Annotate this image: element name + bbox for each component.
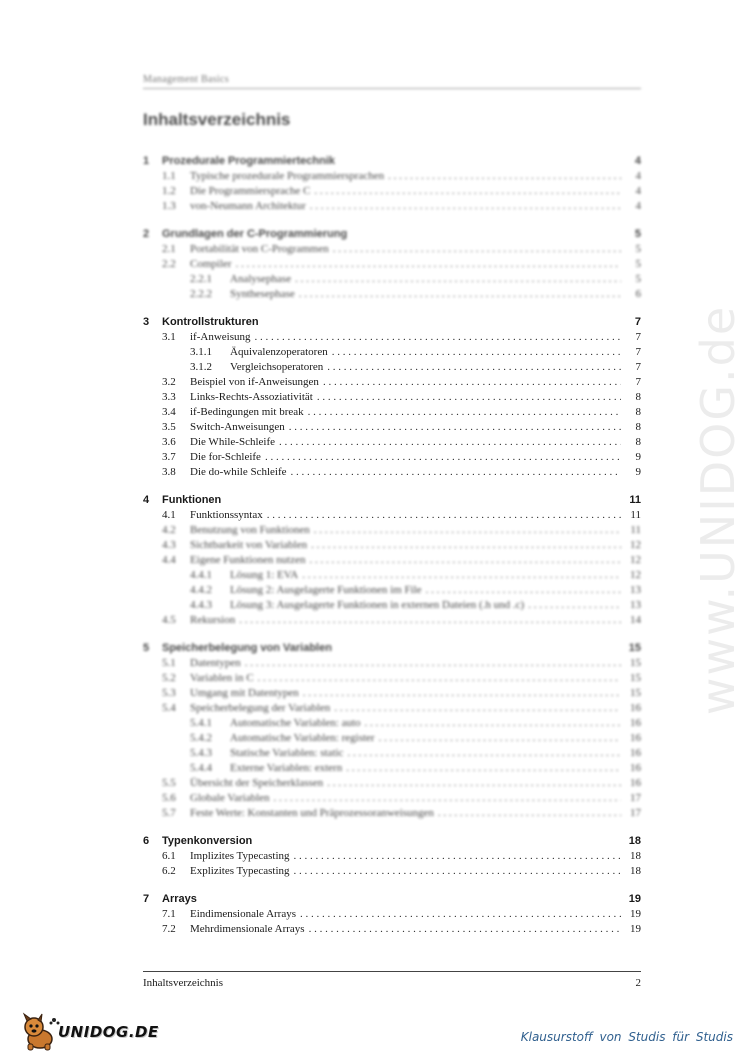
toc-number: 1.1 <box>162 170 176 182</box>
toc-number: 4.1 <box>162 509 176 521</box>
toc-leader-dots <box>309 553 621 568</box>
toc-page: 6 <box>635 288 641 300</box>
toc-leader-dots <box>334 701 621 716</box>
toc-chapter <box>143 492 641 628</box>
toc-section[interactable] <box>143 390 641 405</box>
toc-title-text: Portabilität von C-Programmen <box>190 243 329 255</box>
toc-number: 2.2 <box>162 258 176 270</box>
toc-title-text: Benutzung von Funktionen <box>190 524 310 536</box>
toc-section[interactable] <box>143 450 641 465</box>
watermark: www.UNIDOG.de <box>691 304 745 716</box>
toc-number: 3.4 <box>162 406 176 418</box>
toc-number: 2 <box>143 228 150 240</box>
toc-section[interactable] <box>143 420 641 435</box>
toc-title-text: Statische Variablen: static <box>230 747 344 759</box>
toc-section[interactable] <box>143 613 641 628</box>
toc-title-text: Lösung 1: EVA <box>230 569 299 581</box>
toc-number: 4.4.3 <box>190 599 212 611</box>
toc-section[interactable] <box>143 907 641 922</box>
toc-number: 3.1 <box>162 331 176 343</box>
toc-title-text: if-Bedingungen mit break <box>190 406 304 418</box>
toc-subsubsection[interactable] <box>143 345 641 360</box>
toc-section[interactable] <box>143 849 641 864</box>
table-of-contents <box>143 153 641 949</box>
toc-section[interactable] <box>143 199 641 214</box>
toc-page: 19 <box>628 893 641 905</box>
toc-title-text: Eindimensionale Arrays <box>190 908 297 920</box>
toc-title-text: Die Programmiersprache C <box>190 185 311 197</box>
toc-section[interactable] <box>143 656 641 671</box>
toc-page: 9 <box>635 466 641 478</box>
toc-page: 18 <box>630 850 641 862</box>
toc-page: 17 <box>630 807 641 819</box>
toc-title-text: Datentypen <box>190 657 241 669</box>
toc-title-text: Compiler <box>190 258 232 270</box>
toc-title-text: Automatische Variablen: auto <box>230 717 361 729</box>
footer-page-number: 2 <box>635 977 641 989</box>
toc-section[interactable] <box>143 375 641 390</box>
toc-number: 5.4 <box>162 702 176 714</box>
toc-leader-dots <box>528 598 621 613</box>
toc-page: 8 <box>635 421 641 433</box>
toc-number: 5 <box>143 642 150 654</box>
toc-number: 4 <box>143 494 150 506</box>
toc-title-text: Grundlagen der C-Programmierung <box>162 228 348 240</box>
toc-section[interactable] <box>143 701 641 716</box>
logo-text: UNIDOG.DE <box>58 1023 159 1041</box>
toc-number: 2.2.2 <box>190 288 212 300</box>
toc-number: 7.2 <box>162 923 176 935</box>
toc-number: 6.1 <box>162 850 176 862</box>
toc-number: 6 <box>143 835 150 847</box>
toc-title-text: Speicherbelegung der Variablen <box>190 702 331 714</box>
toc-title-text: Externe Variablen: extern <box>230 762 343 774</box>
footer-rule <box>143 971 641 972</box>
toc-number: 5.2 <box>162 672 176 684</box>
toc-number: 3.7 <box>162 451 176 463</box>
toc-title-text: Prozedurale Programmiertechnik <box>162 155 336 167</box>
toc-leader-dots <box>294 849 621 864</box>
toc-leader-dots <box>323 375 621 390</box>
toc-number: 3.8 <box>162 466 176 478</box>
toc-number: 5.4.3 <box>190 747 212 759</box>
toc-subsubsection[interactable] <box>143 746 641 761</box>
toc-title-text: Switch-Anweisungen <box>190 421 285 433</box>
toc-title-text: Die do-while Schleife <box>190 466 287 478</box>
toc-leader-dots <box>327 776 621 791</box>
toc-page: 16 <box>630 747 641 759</box>
toc-page: 12 <box>630 569 641 581</box>
toc-number: 1.3 <box>162 200 176 212</box>
dog-mascot-icon <box>20 1012 60 1052</box>
toc-number: 3.1.1 <box>190 346 212 358</box>
toc-leader-dots <box>314 523 621 538</box>
toc-page: 16 <box>630 732 641 744</box>
toc-page: 8 <box>635 406 641 418</box>
toc-title-text: Typenkonversion <box>162 835 253 847</box>
toc-title-text: Explizites Typecasting <box>190 865 290 877</box>
toc-number: 7.1 <box>162 908 176 920</box>
toc-leader-dots <box>379 731 621 746</box>
toc-page: 15 <box>630 657 641 669</box>
toc-subsubsection[interactable] <box>143 583 641 598</box>
toc-leader-dots <box>291 465 621 480</box>
toc-page: 7 <box>634 316 641 328</box>
toc-page: 15 <box>628 642 641 654</box>
toc-title-text: Mehrdimensionale Arrays <box>190 923 305 935</box>
toc-leader-dots <box>236 257 621 272</box>
toc-section[interactable] <box>143 671 641 686</box>
toc-number: 3.2 <box>162 376 176 388</box>
toc-number: 5.1 <box>162 657 176 669</box>
toc-section[interactable] <box>143 553 641 568</box>
toc-leader-dots <box>258 671 621 686</box>
toc-number: 1 <box>143 155 150 167</box>
toc-number: 4.2 <box>162 524 176 536</box>
toc-leader-dots <box>332 345 621 360</box>
toc-number: 4.3 <box>162 539 176 551</box>
toc-leader-dots <box>426 583 621 598</box>
toc-section[interactable] <box>143 538 641 553</box>
toc-page: 5 <box>634 228 641 240</box>
toc-chapter-heading[interactable] <box>143 226 641 242</box>
toc-title-text: Umgang mit Datentypen <box>190 687 299 699</box>
toc-section[interactable] <box>143 257 641 272</box>
toc-chapter <box>143 833 641 879</box>
toc-section[interactable] <box>143 864 641 879</box>
toc-page: 11 <box>630 509 641 521</box>
toc-page: 16 <box>630 777 641 789</box>
toc-subsubsection[interactable] <box>143 272 641 287</box>
toc-subsubsection[interactable] <box>143 360 641 375</box>
tagline: Klausurstoff von Studis für Studis <box>520 1030 733 1044</box>
toc-leader-dots <box>302 568 621 583</box>
toc-leader-dots <box>245 656 621 671</box>
toc-title-text: Funktionssyntax <box>190 509 263 521</box>
toc-leader-dots <box>274 791 621 806</box>
toc-page: 17 <box>630 792 641 804</box>
toc-page: 15 <box>630 672 641 684</box>
toc-leader-dots <box>314 184 621 199</box>
toc-page: 9 <box>635 451 641 463</box>
toc-title-text: Rekursion <box>190 614 236 626</box>
toc-title-text: Die for-Schleife <box>190 451 261 463</box>
toc-page: 12 <box>630 554 641 566</box>
toc-page: 12 <box>630 539 641 551</box>
toc-section[interactable] <box>143 330 641 345</box>
toc-leader-dots <box>311 538 621 553</box>
toc-chapter <box>143 891 641 937</box>
toc-leader-dots <box>365 716 621 731</box>
toc-subsubsection[interactable] <box>143 568 641 583</box>
toc-section[interactable] <box>143 523 641 538</box>
toc-title-text: Lösung 2: Ausgelagerte Funktionen im File <box>230 584 422 596</box>
toc-number: 3 <box>143 316 150 328</box>
toc-number: 3.6 <box>162 436 176 448</box>
toc-number: 5.7 <box>162 807 176 819</box>
toc-page: 7 <box>635 376 641 388</box>
toc-number: 5.6 <box>162 792 176 804</box>
toc-title-text: Speicherbelegung von Variablen <box>162 642 332 654</box>
toc-section[interactable] <box>143 169 641 184</box>
toc-section[interactable] <box>143 922 641 937</box>
toc-page: 4 <box>635 170 641 182</box>
toc-number: 2.1 <box>162 243 176 255</box>
toc-title-text: Synthesephase <box>230 288 295 300</box>
toc-title-text: Beispiel von if-Anweisungen <box>190 376 319 388</box>
toc-page: 13 <box>630 599 641 611</box>
toc-title-text: Typische prozedurale Programmiersprachen <box>190 170 385 182</box>
toc-chapter <box>143 640 641 821</box>
toc-leader-dots <box>255 330 622 345</box>
toc-page: 5 <box>635 273 641 285</box>
toc-title-text: Lösung 3: Ausgelagerte Funktionen in externen Dateien (.h und .c) <box>230 599 525 611</box>
toc-number: 5.4.4 <box>190 762 212 774</box>
toc-page: 4 <box>635 185 641 197</box>
toc-section[interactable] <box>143 806 641 821</box>
toc-number: 3.3 <box>162 391 176 403</box>
unidog-logo[interactable] <box>20 1012 160 1052</box>
toc-section[interactable] <box>143 405 641 420</box>
toc-title-text: Feste Werte: Konstanten und Präprozessoranweisungen <box>190 807 434 819</box>
toc-page: 18 <box>628 835 641 847</box>
toc-leader-dots <box>289 420 621 435</box>
toc-title-text: Implizites Typecasting <box>190 850 290 862</box>
toc-section[interactable] <box>143 508 641 523</box>
toc-page: 11 <box>629 494 641 506</box>
toc-page: 18 <box>630 865 641 877</box>
toc-number: 5.5 <box>162 777 176 789</box>
toc-page: 13 <box>630 584 641 596</box>
toc-number: 5.4.1 <box>190 717 212 729</box>
toc-leader-dots <box>317 390 621 405</box>
toc-chapter <box>143 314 641 480</box>
toc-leader-dots <box>310 199 621 214</box>
toc-number: 4.4.1 <box>190 569 212 581</box>
toc-leader-dots <box>308 405 621 420</box>
toc-title-text: Links-Rechts-Assoziativität <box>190 391 313 403</box>
toc-title-text: Äquivalenzoperatoren <box>230 346 328 358</box>
toc-leader-dots <box>239 613 621 628</box>
toc-page: 8 <box>635 391 641 403</box>
toc-leader-dots <box>346 761 621 776</box>
toc-leader-dots <box>309 922 621 937</box>
toc-chapter-heading[interactable] <box>143 153 641 169</box>
toc-leader-dots <box>265 450 621 465</box>
toc-page: 16 <box>630 717 641 729</box>
toc-number: 2.2.1 <box>190 273 212 285</box>
toc-subsubsection[interactable] <box>143 287 641 302</box>
toc-section[interactable] <box>143 184 641 199</box>
toc-title-text: Übersicht der Speicherklassen <box>190 777 324 789</box>
toc-page: 7 <box>635 346 641 358</box>
toc-title-text: Kontrollstrukturen <box>162 316 259 328</box>
toc-chapter-heading[interactable] <box>143 640 641 656</box>
toc-title-text: von-Neumann Architektur <box>190 200 306 212</box>
toc-leader-dots <box>279 435 621 450</box>
toc-leader-dots <box>300 907 621 922</box>
toc-subsubsection[interactable] <box>143 716 641 731</box>
toc-title-text: Variablen in C <box>190 672 254 684</box>
toc-section[interactable] <box>143 465 641 480</box>
toc-leader-dots <box>299 287 621 302</box>
toc-page: 16 <box>630 762 641 774</box>
toc-title-text: Eigene Funktionen nutzen <box>190 554 306 566</box>
toc-leader-dots <box>267 508 621 523</box>
toc-subsubsection[interactable] <box>143 598 641 613</box>
toc-leader-dots <box>438 806 621 821</box>
toc-title: Inhaltsverzeichnis <box>143 110 291 129</box>
toc-leader-dots <box>295 272 621 287</box>
toc-title-text: Vergleichsoperatoren <box>230 361 324 373</box>
toc-page: 19 <box>630 908 641 920</box>
toc-number: 4.4 <box>162 554 176 566</box>
toc-title-text: Funktionen <box>162 494 222 506</box>
toc-page: 5 <box>635 258 641 270</box>
toc-chapter-heading[interactable] <box>143 833 641 849</box>
toc-title-text: Sichtbarkeit von Variablen <box>190 539 308 551</box>
toc-page: 7 <box>635 361 641 373</box>
toc-page: 7 <box>635 331 641 343</box>
toc-title-text: Die While-Schleife <box>190 436 276 448</box>
toc-number: 5.4.2 <box>190 732 212 744</box>
toc-chapter-heading[interactable] <box>143 891 641 907</box>
toc-number: 6.2 <box>162 865 176 877</box>
toc-section[interactable] <box>143 242 641 257</box>
toc-leader-dots <box>333 242 621 257</box>
toc-section[interactable] <box>143 791 641 806</box>
toc-section[interactable] <box>143 686 641 701</box>
toc-number: 7 <box>143 893 150 905</box>
toc-leader-dots <box>347 746 621 761</box>
toc-chapter <box>143 226 641 302</box>
toc-title-text: if-Anweisung <box>190 331 251 343</box>
toc-number: 3.1.2 <box>190 361 212 373</box>
toc-leader-dots <box>327 360 621 375</box>
toc-title-text: Globale Variablen <box>190 792 270 804</box>
toc-number: 1.2 <box>162 185 176 197</box>
toc-chapter <box>143 153 641 214</box>
toc-section[interactable] <box>143 776 641 791</box>
toc-page: 15 <box>630 687 641 699</box>
toc-title-text: Automatische Variablen: register <box>230 732 375 744</box>
toc-page: 4 <box>635 200 641 212</box>
running-header: Management Basics <box>143 74 641 89</box>
footer-section-title: Inhaltsverzeichnis <box>143 977 224 989</box>
toc-page: 8 <box>635 436 641 448</box>
toc-page: 11 <box>630 524 641 536</box>
toc-section[interactable] <box>143 435 641 450</box>
toc-subsubsection[interactable] <box>143 731 641 746</box>
toc-subsubsection[interactable] <box>143 761 641 776</box>
toc-number: 3.5 <box>162 421 176 433</box>
toc-number: 4.4.2 <box>190 584 212 596</box>
toc-chapter-heading[interactable] <box>143 492 641 508</box>
toc-title-text: Analysephase <box>230 273 292 285</box>
toc-leader-dots <box>303 686 621 701</box>
toc-number: 4.5 <box>162 614 176 626</box>
toc-leader-dots <box>388 169 621 184</box>
toc-chapter-heading[interactable] <box>143 314 641 330</box>
toc-page: 19 <box>630 923 641 935</box>
toc-page: 4 <box>634 155 641 167</box>
toc-leader-dots <box>294 864 621 879</box>
toc-page: 16 <box>630 702 641 714</box>
toc-title-text: Arrays <box>162 893 197 905</box>
toc-number: 5.3 <box>162 687 176 699</box>
toc-page: 5 <box>635 243 641 255</box>
toc-page: 14 <box>630 614 641 626</box>
